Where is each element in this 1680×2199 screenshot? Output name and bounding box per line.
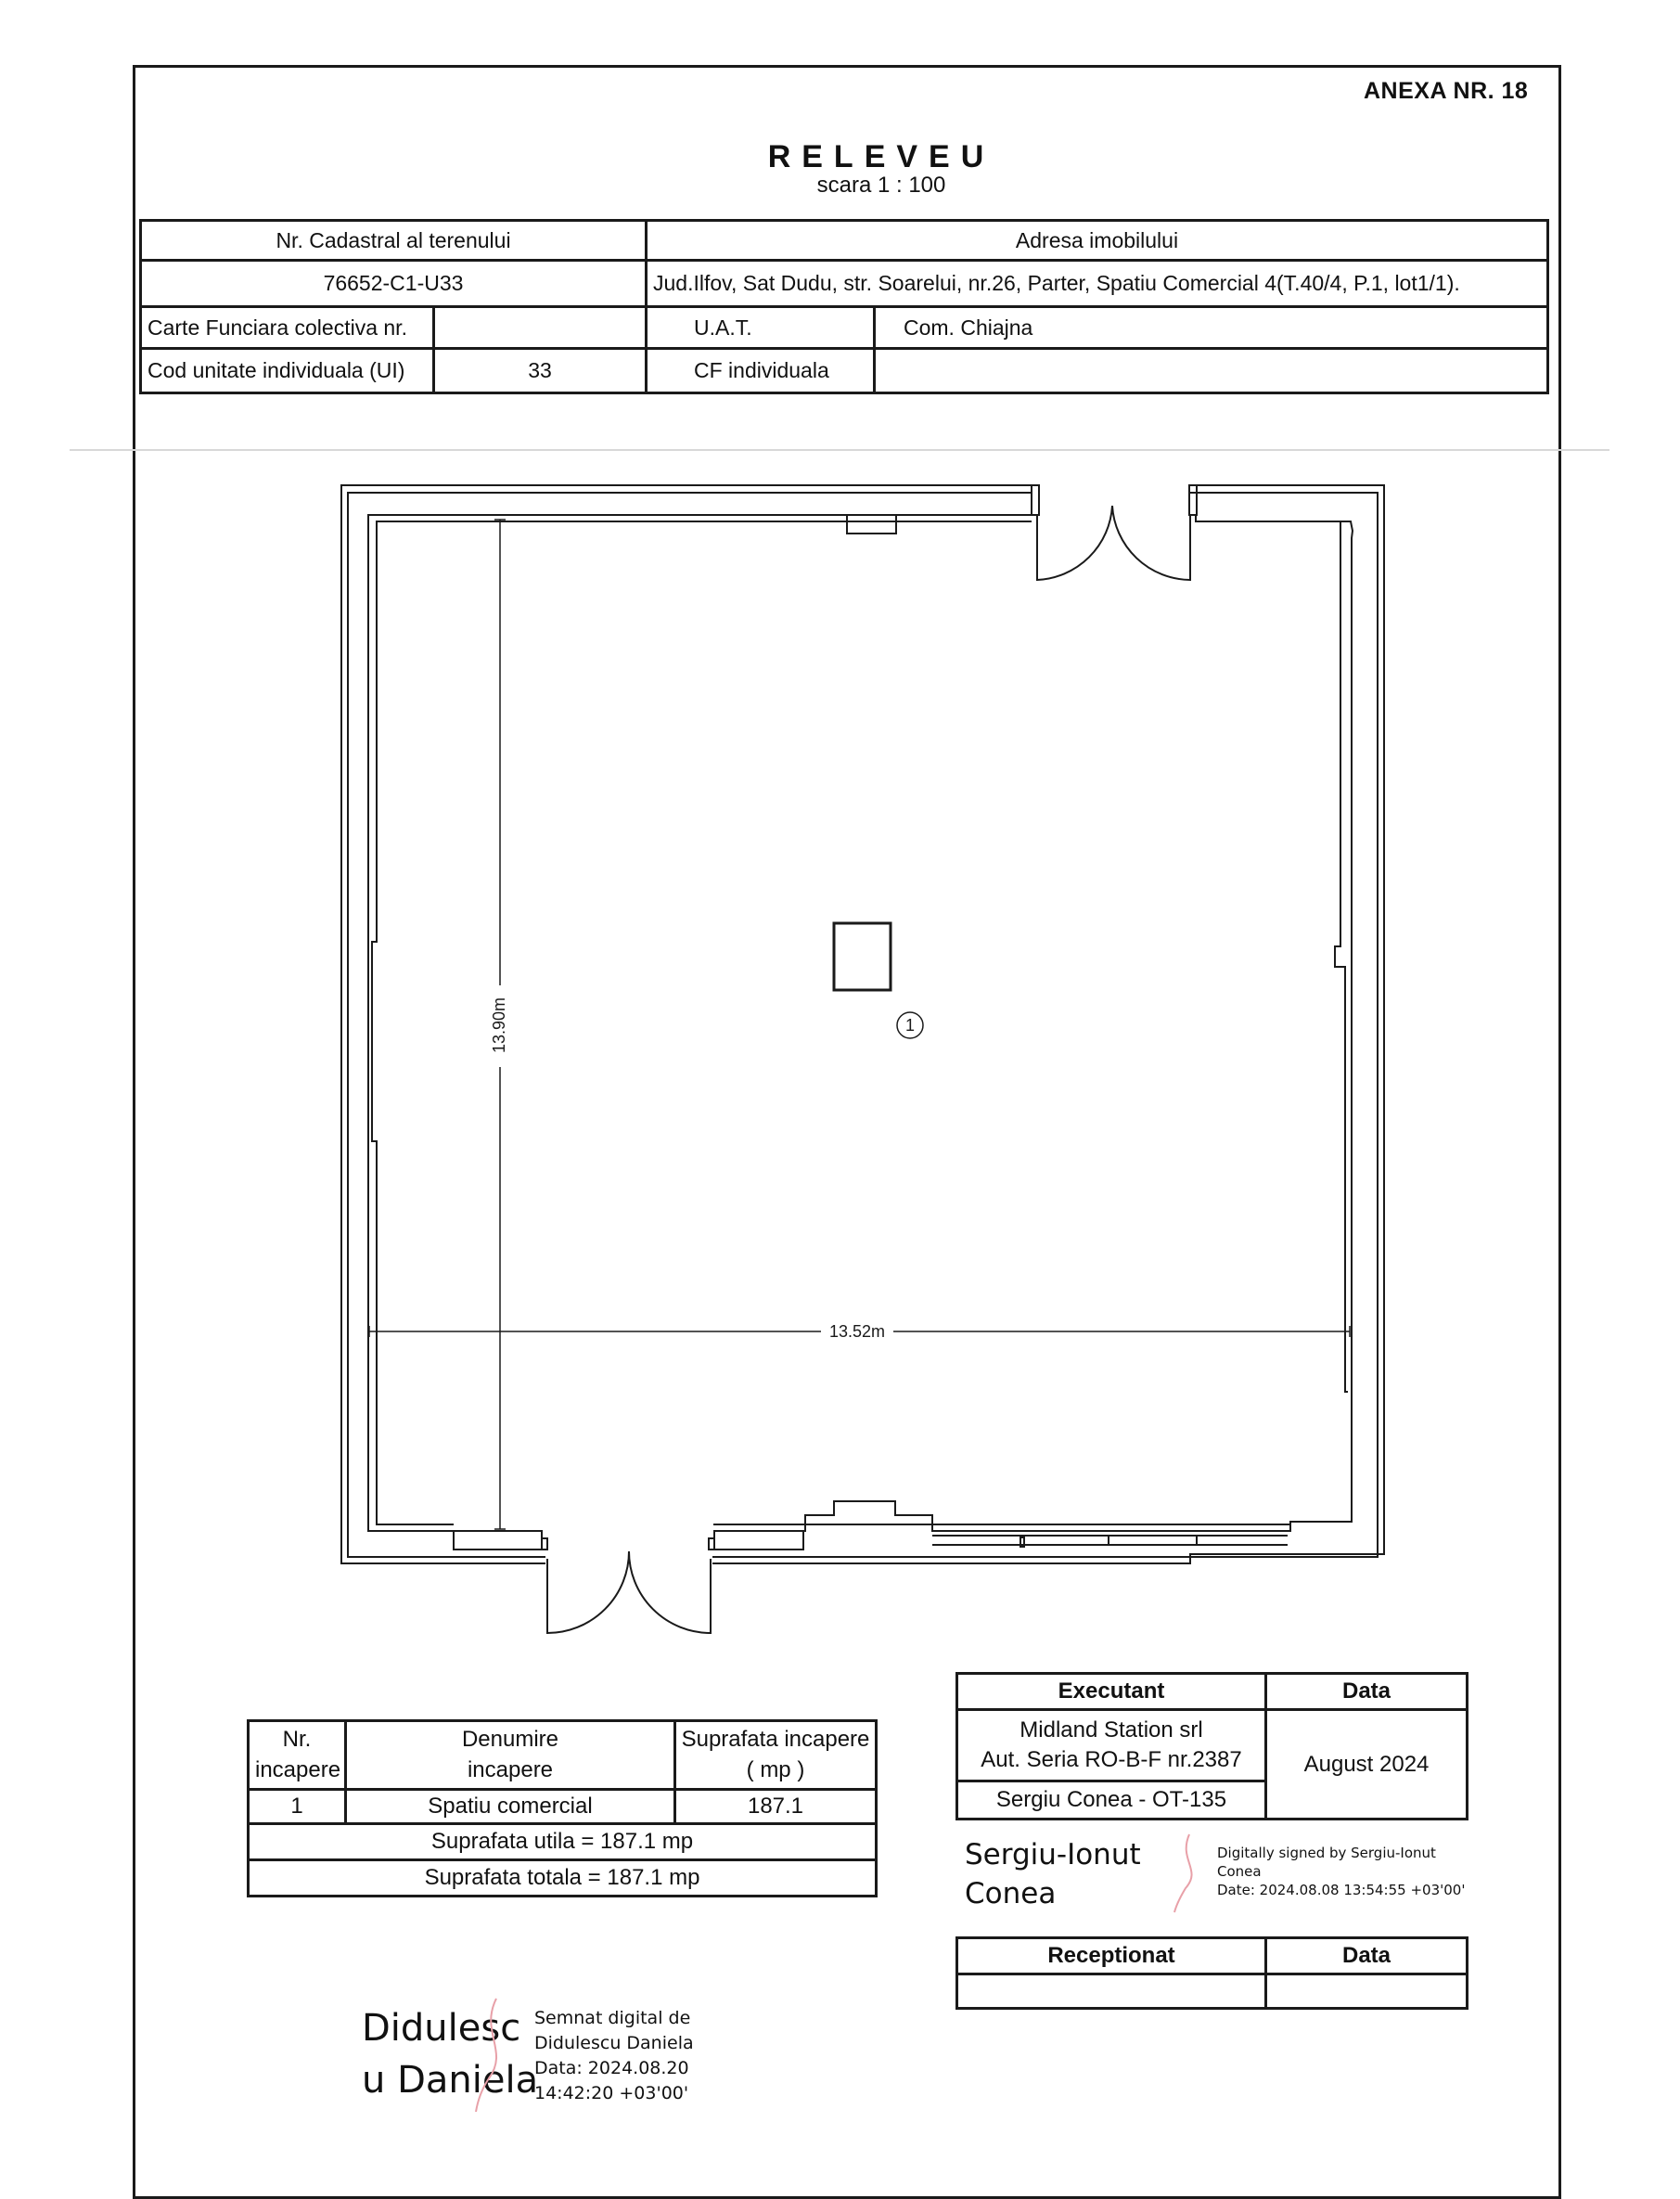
executant-company: Midland Station srl xyxy=(1020,1717,1203,1742)
window-strip xyxy=(932,1536,1288,1545)
window-right-a xyxy=(714,1531,803,1550)
door-top-left xyxy=(1037,506,1112,580)
receptionat-date-header: Data xyxy=(1264,1936,1468,1975)
executant-date-header: Data xyxy=(1264,1672,1468,1711)
scale-label: scara 1 : 100 xyxy=(816,173,946,198)
executant-signature-note-line2: Conea xyxy=(1217,1863,1262,1880)
executant-signature-note-line1: Digitally signed by Sergiu-Ionut xyxy=(1217,1845,1436,1861)
receptionat-header: Receptionat xyxy=(955,1936,1267,1975)
executant-signature-line1: Sergiu-Ionut xyxy=(965,1838,1141,1871)
receiver-signature-note-line1: Semnat digital de xyxy=(534,2008,691,2028)
executant-signature-name xyxy=(965,1835,1141,1913)
door-bottom-right xyxy=(629,1551,711,1633)
executant-authorization: Aut. Seria RO-B-F nr.2387 xyxy=(981,1747,1242,1772)
receiver-signature-note-line2: Didulescu Daniela xyxy=(534,2033,694,2053)
door-top-right xyxy=(1112,506,1190,580)
receiver-signature-line1: Didulesc xyxy=(362,2007,521,2050)
executant-signature-note xyxy=(1217,1844,1465,1899)
col-name-text: Denumire incapere xyxy=(461,1727,559,1782)
receiver-signature-line2: u Daniela xyxy=(362,2059,539,2102)
door-post-bottom-left xyxy=(542,1538,547,1550)
address-label: Adresa imobilului xyxy=(645,219,1549,262)
receiver-signature-note-line4: 14:42:20 +03'00' xyxy=(534,2083,689,2103)
col-nr-header xyxy=(247,1719,347,1791)
executant-signature-note-line3: Date: 2024.08.08 13:54:55 +03'00' xyxy=(1217,1882,1466,1898)
right-wall-step xyxy=(1335,521,1348,1392)
wall-niche-top xyxy=(847,515,896,534)
room-marker-label: 1 xyxy=(904,1015,916,1035)
executant-person: Sergiu Conea - OT-135 xyxy=(955,1780,1267,1820)
door-post-bottom-right xyxy=(709,1538,714,1550)
document-title: RELEVEU xyxy=(767,139,995,174)
executant-company-cell xyxy=(955,1708,1267,1782)
receiver-signature-mark xyxy=(468,1995,515,2115)
col-nr-text: Nr. incapere xyxy=(255,1727,341,1782)
col-name-header xyxy=(344,1719,676,1791)
receptionat-value xyxy=(955,1973,1267,2010)
col-area-header xyxy=(673,1719,878,1791)
receptionat-date xyxy=(1264,1973,1468,2010)
col-area-text: Suprafata incapere ( mp ) xyxy=(681,1727,870,1782)
door-post-top-right xyxy=(1189,485,1197,515)
row-name: Spatiu comercial xyxy=(344,1788,676,1825)
height-dimension-label: 13.90m xyxy=(489,997,508,1054)
row-nr: 1 xyxy=(247,1788,347,1825)
annex-label: ANEXA NR. 18 xyxy=(1364,78,1529,104)
receiver-signature-note-line3: Data: 2024.08.20 xyxy=(534,2058,689,2078)
uat-value: Com. Chiajna xyxy=(873,305,1549,350)
inner-wall xyxy=(368,515,1353,1531)
useful-area: Suprafata utila = 187.1 mp xyxy=(247,1822,878,1861)
window-left xyxy=(454,1531,542,1550)
cadastral-label: Nr. Cadastral al terenului xyxy=(139,219,648,262)
executant-header: Executant xyxy=(955,1672,1267,1711)
door-post-top-left xyxy=(1032,485,1039,515)
column xyxy=(834,923,891,990)
total-area: Suprafata totala = 187.1 mp xyxy=(247,1858,878,1897)
cadastral-value: 76652-C1-U33 xyxy=(139,259,648,308)
receiver-signature-note xyxy=(534,2006,694,2106)
executant-signature-line2: Conea xyxy=(965,1877,1057,1910)
cf-individual-label: CF individuala xyxy=(645,347,876,394)
executant-date: August 2024 xyxy=(1264,1708,1468,1820)
ui-value: 33 xyxy=(432,347,648,394)
row-area: 187.1 xyxy=(673,1788,878,1825)
executant-signature-mark xyxy=(1171,1832,1208,1916)
address-value: Jud.Ilfov, Sat Dudu, str. Soarelui, nr.26, Parter, Spatiu Comercial 4(T.40/4, P.1, lot1/1). xyxy=(645,259,1549,308)
width-dimension-label: 13.52m xyxy=(828,1321,886,1341)
door-bottom-left xyxy=(547,1551,629,1633)
ui-label: Cod unitate individuala (UI) xyxy=(139,347,435,394)
uat-label: U.A.T. xyxy=(645,305,876,350)
cf-collective-label: Carte Funciara colectiva nr. xyxy=(139,305,435,350)
